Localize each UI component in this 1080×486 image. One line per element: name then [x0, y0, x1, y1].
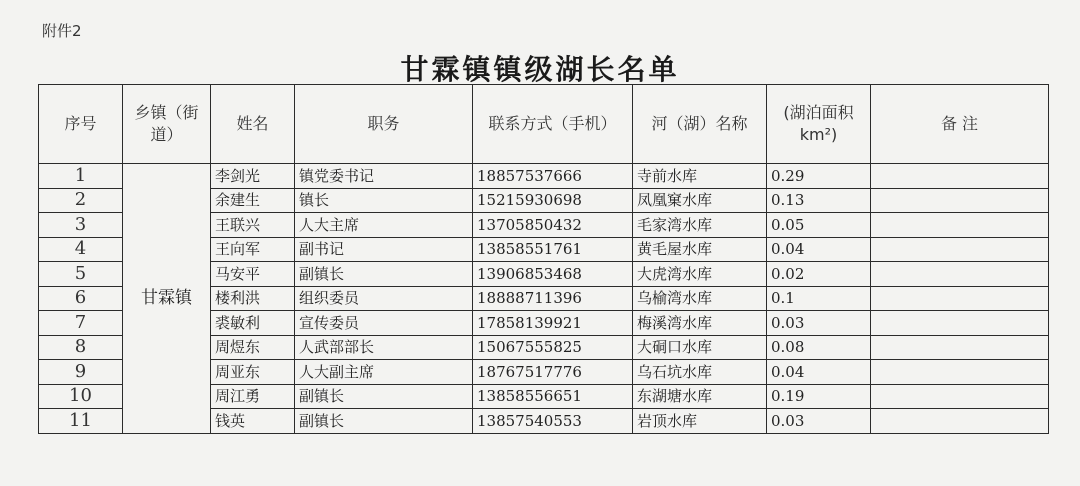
remark-cell	[871, 409, 1049, 434]
name-cell: 李剑光	[211, 164, 295, 189]
area-cell: 0.03	[767, 409, 871, 434]
name-cell: 王向军	[211, 237, 295, 262]
remark-cell	[871, 262, 1049, 287]
position-cell: 人大主席	[295, 213, 473, 238]
phone-cell: 13858551761	[473, 237, 633, 262]
document-title: 甘霖镇镇级湖长名单	[400, 53, 680, 86]
phone-cell: 13857540553	[473, 409, 633, 434]
lake-name-cell: 大虎湾水库	[633, 262, 767, 287]
lake-name-cell: 大硐口水库	[633, 335, 767, 360]
seq-cell: 11	[39, 409, 123, 434]
area-cell: 0.29	[767, 164, 871, 189]
position-cell: 镇党委书记	[295, 164, 473, 189]
header-contact: 联系方式（手机）	[473, 85, 633, 164]
header-name: 姓名	[211, 85, 295, 164]
area-cell: 0.04	[767, 360, 871, 385]
lake-name-cell: 梅溪湾水库	[633, 311, 767, 336]
position-cell: 人武部部长	[295, 335, 473, 360]
remark-cell	[871, 237, 1049, 262]
position-cell: 组织委员	[295, 286, 473, 311]
area-cell: 0.19	[767, 384, 871, 409]
phone-cell: 17858139921	[473, 311, 633, 336]
position-cell: 镇长	[295, 188, 473, 213]
seq-cell: 10	[39, 384, 123, 409]
header-area: (湖泊面积km²)	[767, 85, 871, 164]
attachment-label: 附件2	[42, 22, 82, 40]
remark-cell	[871, 213, 1049, 238]
header-seq: 序号	[39, 85, 123, 164]
position-cell: 人大副主席	[295, 360, 473, 385]
seq-cell: 5	[39, 262, 123, 287]
lake-chief-table	[38, 84, 1049, 434]
remark-cell	[871, 311, 1049, 336]
phone-cell: 13906853468	[473, 262, 633, 287]
header-town: 乡镇（街道）	[123, 85, 211, 164]
name-cell: 周江勇	[211, 384, 295, 409]
area-cell: 0.03	[767, 311, 871, 336]
name-cell: 周煜东	[211, 335, 295, 360]
header-lake: 河（湖）名称	[633, 85, 767, 164]
seq-cell: 9	[39, 360, 123, 385]
remark-cell	[871, 286, 1049, 311]
area-cell: 0.02	[767, 262, 871, 287]
table-header-row	[39, 85, 1049, 164]
lake-name-cell: 乌石坑水库	[633, 360, 767, 385]
name-cell: 楼利洪	[211, 286, 295, 311]
name-cell: 裘敏利	[211, 311, 295, 336]
seq-cell: 1	[39, 164, 123, 189]
position-cell: 宣传委员	[295, 311, 473, 336]
table-row	[39, 164, 1049, 189]
phone-cell: 13705850432	[473, 213, 633, 238]
position-cell: 副书记	[295, 237, 473, 262]
position-cell: 副镇长	[295, 409, 473, 434]
remark-cell	[871, 360, 1049, 385]
phone-cell: 18857537666	[473, 164, 633, 189]
name-cell: 马安平	[211, 262, 295, 287]
phone-cell: 18767517776	[473, 360, 633, 385]
table-body	[39, 164, 1049, 434]
lake-name-cell: 寺前水库	[633, 164, 767, 189]
phone-cell: 13858556651	[473, 384, 633, 409]
remark-cell	[871, 384, 1049, 409]
lake-name-cell: 黄毛屋水库	[633, 237, 767, 262]
lake-name-cell: 岩顶水库	[633, 409, 767, 434]
remark-cell	[871, 335, 1049, 360]
seq-cell: 6	[39, 286, 123, 311]
area-cell: 0.08	[767, 335, 871, 360]
seq-cell: 2	[39, 188, 123, 213]
header-remark: 备 注	[871, 85, 1049, 164]
town-cell: 甘霖镇	[123, 164, 211, 434]
remark-cell	[871, 164, 1049, 189]
phone-cell: 15215930698	[473, 188, 633, 213]
seq-cell: 8	[39, 335, 123, 360]
name-cell: 周亚东	[211, 360, 295, 385]
remark-cell	[871, 188, 1049, 213]
lake-name-cell: 东湖塘水库	[633, 384, 767, 409]
area-cell: 0.04	[767, 237, 871, 262]
seq-cell: 3	[39, 213, 123, 238]
area-cell: 0.1	[767, 286, 871, 311]
name-cell: 余建生	[211, 188, 295, 213]
phone-cell: 18888711396	[473, 286, 633, 311]
name-cell: 钱英	[211, 409, 295, 434]
area-cell: 0.05	[767, 213, 871, 238]
area-cell: 0.13	[767, 188, 871, 213]
lake-name-cell: 凤凰窠水库	[633, 188, 767, 213]
seq-cell: 4	[39, 237, 123, 262]
seq-cell: 7	[39, 311, 123, 336]
name-cell: 王联兴	[211, 213, 295, 238]
header-position: 职务	[295, 85, 473, 164]
lake-name-cell: 乌榆湾水库	[633, 286, 767, 311]
position-cell: 副镇长	[295, 262, 473, 287]
lake-name-cell: 毛家湾水库	[633, 213, 767, 238]
phone-cell: 15067555825	[473, 335, 633, 360]
position-cell: 副镇长	[295, 384, 473, 409]
